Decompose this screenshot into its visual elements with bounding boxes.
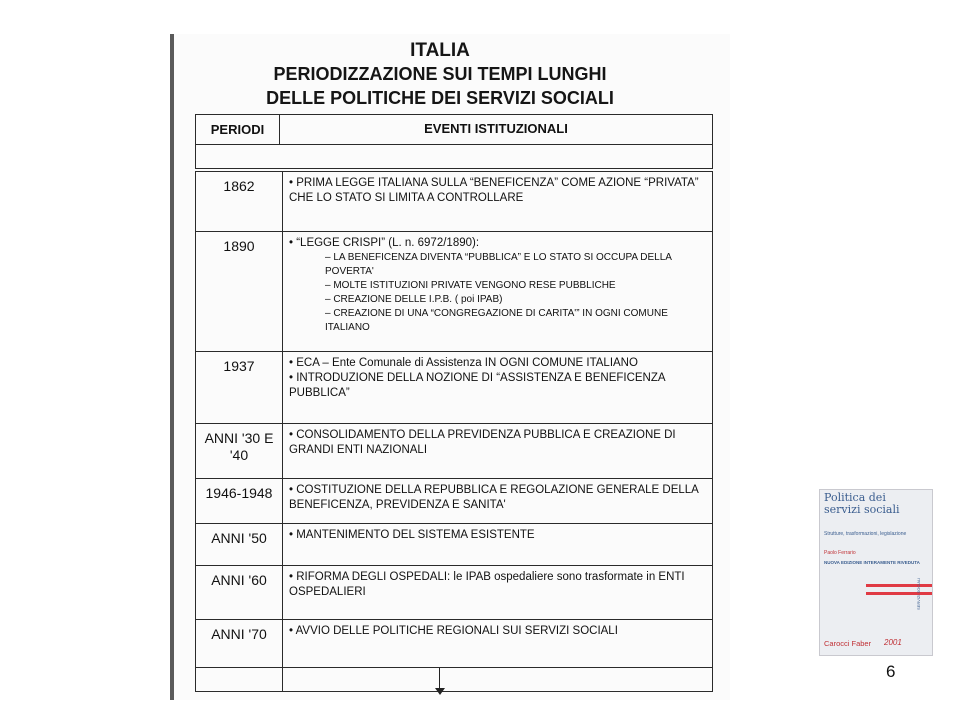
event-cell [289, 176, 706, 206]
table-row [196, 232, 712, 352]
event-text: • PRIMA LEGGE ITALIANA SULLA “BENEFICENZA” COME AZIONE “PRIVATA” CHE LO STATO SI LIMITA A CONTROLLARE [289, 177, 699, 204]
table-row [196, 352, 712, 424]
period-cell: ANNI '30 E '40 [196, 424, 283, 478]
event-text: • “LEGGE CRISPI” (L. n. 6972/1890): [289, 237, 480, 249]
table-header [195, 114, 713, 145]
period-table [195, 171, 713, 692]
cover-stripe [866, 584, 932, 587]
doc-subtitle-line1: PERIODIZZAZIONE SUI TEMPI LUNGHI [273, 64, 607, 84]
header-eventi: EVENTI ISTITUZIONALI [424, 121, 568, 136]
period-cell: ANNI '60 [196, 566, 283, 619]
period-cell: 1890 [196, 232, 283, 351]
header-periodi: PERIODI [196, 115, 280, 144]
table-row [196, 424, 712, 479]
timeline-arrow-line [439, 668, 440, 690]
period-cell [196, 668, 283, 692]
event-cell [289, 483, 706, 513]
period-cell: ANNI '50 [196, 524, 283, 565]
book-publisher: Carocci Faber [824, 639, 872, 648]
event-cell [289, 528, 706, 543]
table-row [196, 524, 712, 566]
event-text: • RIFORMA DEGLI OSPEDALI: le IPAB ospedaliere sono trasformate in ENTI OSPEDALIERI [289, 571, 685, 598]
arrow-down-icon [435, 688, 445, 695]
table-row [196, 172, 712, 232]
event-cell [289, 570, 706, 600]
book-title: Politica dei servizi sociali [824, 491, 900, 516]
sub-event-text: – CREAZIONE DI UNA “CONGREGAZIONE DI CARITA'” IN OGNI COMUNE ITALIANO [325, 308, 668, 333]
doc-subtitle-line2: DELLE POLITICHE DEI SERVIZI SOCIALI [266, 88, 614, 108]
book-series: SERVIZI SOCIALI [916, 577, 921, 610]
doc-title: ITALIA [410, 40, 470, 61]
event-text: • COSTITUZIONE DELLA REPUBBLICA E REGOLAZIONE GENERALE DELLA BENEFICENZA, PREVIDENZA E SANITA' [289, 484, 699, 511]
event-text: • AVVIO DELLE POLITICHE REGIONALI SUI SERVIZI SOCIALI [289, 625, 618, 637]
book-cover [819, 489, 933, 656]
book-subtitle: Strutture, trasformazioni, legislazione [824, 531, 907, 537]
event-text: • INTRODUZIONE DELLA NOZIONE DI “ASSISTENZA E BENEFICENZA PUBBLICA” [289, 372, 665, 399]
event-text: • MANTENIMENTO DEL SISTEMA ESISTENTE [289, 529, 535, 541]
table-row [196, 668, 712, 692]
event-cell [289, 356, 706, 401]
sub-event-text: – LA BENEFICENZA DIVENTA “PUBBLICA” E LO STATO SI OCCUPA DELLA POVERTA' [325, 252, 672, 277]
table-row [196, 566, 712, 620]
event-cell [289, 624, 706, 639]
period-cell: 1946-1948 [196, 479, 283, 523]
book-year: 2001 [884, 638, 902, 647]
page-number: 6 [886, 662, 896, 681]
scan-edge [170, 34, 174, 700]
table-spacer-row [195, 145, 713, 169]
sub-event-text: – MOLTE ISTITUZIONI PRIVATE VENGONO RESE PUBBLICHE [325, 280, 616, 291]
period-cell: 1937 [196, 352, 283, 423]
event-cell [289, 236, 706, 335]
cover-stripe [866, 592, 932, 595]
period-cell: 1862 [196, 172, 283, 231]
sub-event-text: – CREAZIONE DELLE I.P.B. ( poi IPAB) [325, 294, 503, 305]
period-cell: ANNI '70 [196, 620, 283, 667]
book-author: Paolo Ferrario [824, 550, 856, 556]
table-row [196, 620, 712, 668]
event-cell [289, 428, 706, 458]
event-text: • CONSOLIDAMENTO DELLA PREVIDENZA PUBBLICA E CREAZIONE DI GRANDI ENTI NAZIONALI [289, 429, 676, 456]
event-text: • ECA – Ente Comunale di Assistenza IN OGNI COMUNE ITALIANO [289, 357, 638, 369]
book-edition: NUOVA EDIZIONE INTERAMENTE RIVEDUTA [824, 560, 920, 565]
table-row [196, 479, 712, 524]
